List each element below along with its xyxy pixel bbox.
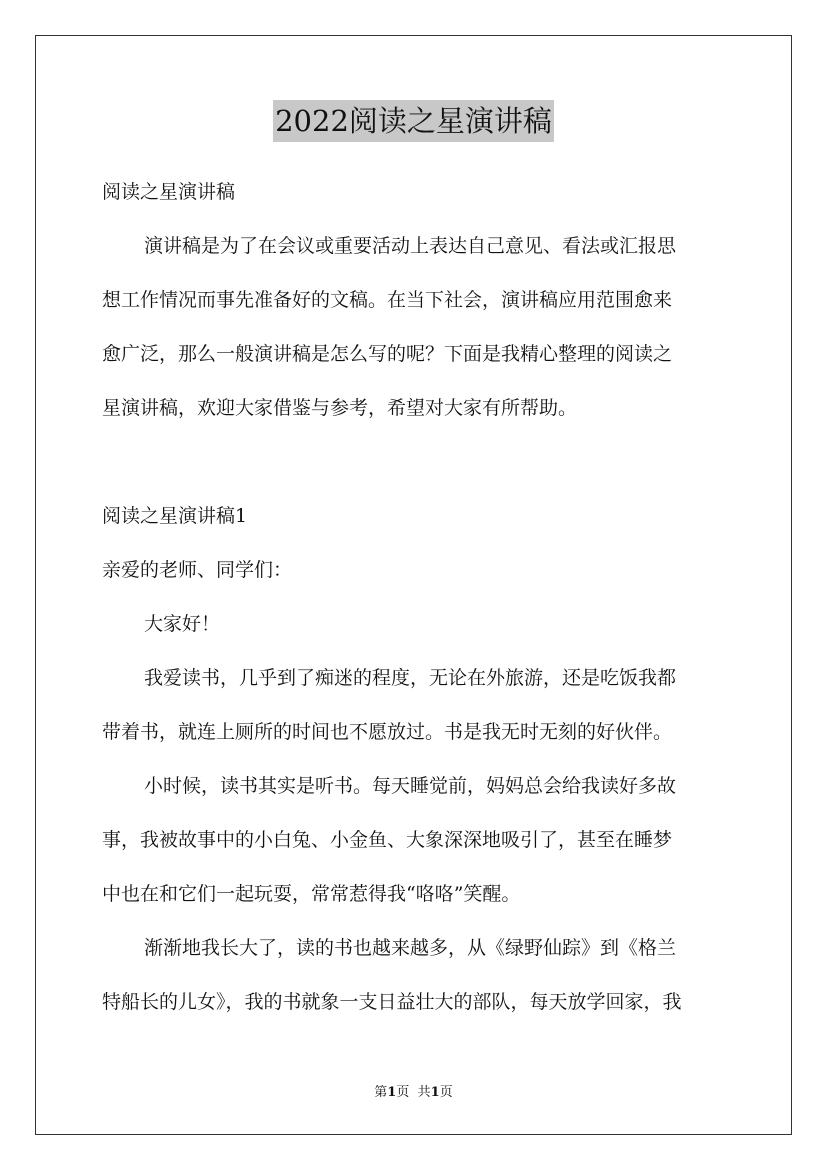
footer-total-prefix: 共 (417, 1085, 431, 1100)
section-title: 阅读之星演讲稿1 (102, 505, 248, 527)
paragraph-line: 渐渐地我长大了，读的书也越来越多，从《绿野仙踪》到《格兰 (144, 937, 677, 959)
paragraph-line: 小时候，读书其实是听书。每天睡觉前，妈妈总会给我读好多故 (144, 775, 677, 797)
document-body (102, 171, 730, 1035)
page-footer (0, 1083, 827, 1103)
footer-page-number: 1 (387, 1085, 397, 1100)
footer-page-prefix: 第 (374, 1085, 388, 1100)
intro-line: 想工作情况而事先准备好的文稿。在当下社会，演讲稿应用范围愈来 (102, 289, 673, 311)
intro-line: 星演讲稿，欢迎大家借鉴与参考，希望对大家有所帮助。 (102, 397, 578, 419)
paragraph-line: 事，我被故事中的小白兔、小金鱼、大象深深地吸引了，甚至在睡梦 (102, 829, 673, 851)
footer-total-suffix: 页 (439, 1085, 453, 1100)
salutation: 亲爱的老师、同学们： (102, 559, 293, 581)
title-container (0, 100, 827, 142)
spacer (102, 441, 730, 495)
intro-line: 演讲稿是为了在会议或重要活动上表达自己意见、看法或汇报思 (144, 235, 677, 257)
paragraph-line: 带着书，就连上厕所的时间也不愿放过。书是我无时无刻的好伙伴。 (102, 721, 673, 743)
paragraph-line: 中也在和它们一起玩耍，常常惹得我“咯咯”笑醒。 (102, 883, 521, 905)
paragraph-line: 特船长的儿女》，我的书就象一支日益壮大的部队，每天放学回家，我 (102, 991, 682, 1013)
footer-total-number: 1 (430, 1085, 440, 1100)
document-title: 2022阅读之星演讲稿 (273, 100, 554, 142)
heading: 阅读之星演讲稿 (102, 181, 236, 203)
paragraph-line: 我爱读书，几乎到了痴迷的程度，无论在外旅游，还是吃饭我都 (144, 667, 677, 689)
greeting: 大家好！ (144, 613, 221, 635)
intro-line: 愈广泛，那么一般演讲稿是怎么写的呢？下面是我精心整理的阅读之 (102, 343, 673, 365)
footer-page-suffix: 页 (396, 1085, 410, 1100)
